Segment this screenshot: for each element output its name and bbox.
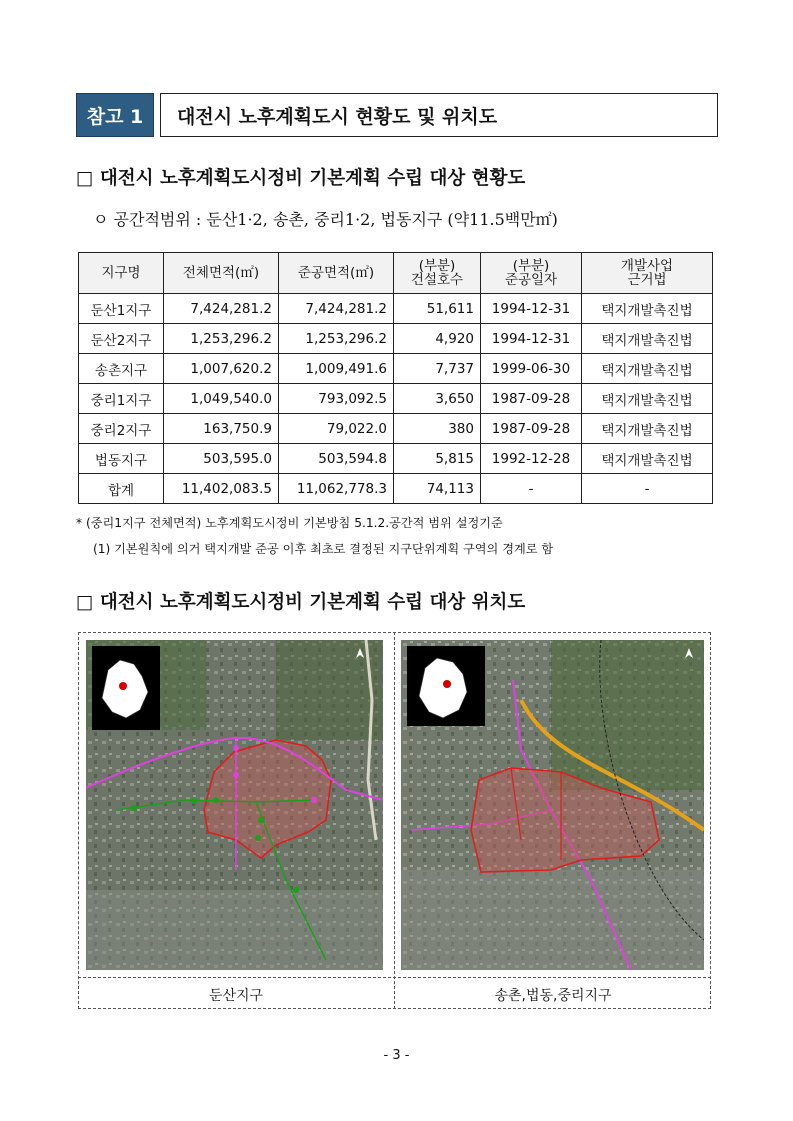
col-header: 전체면적(㎡)	[164, 253, 279, 294]
table-cell: 1994-12-31	[481, 294, 582, 324]
table-cell: 택지개발촉진법	[582, 414, 713, 444]
table-cell: 1987-09-28	[481, 384, 582, 414]
page-number: - 3 -	[383, 1048, 410, 1063]
table-cell: 793,092.5	[279, 384, 394, 414]
table-cell: 1,253,296.2	[164, 324, 279, 354]
map-caption-right: 송촌,법동,중리지구	[494, 988, 612, 1004]
table-cell: 163,750.9	[164, 414, 279, 444]
table-row	[79, 444, 713, 474]
table-cell: 택지개발촉진법	[582, 324, 713, 354]
col-header	[394, 253, 481, 294]
table-row	[79, 414, 713, 444]
table-row	[79, 354, 713, 384]
map-divider	[394, 632, 395, 1009]
col-header-line2: 근거법	[627, 272, 667, 288]
table-row	[79, 384, 713, 414]
footnote-detail: (1) 기본원칙에 의거 택지개발 준공 이후 최초로 결정된 지구단위계획 구역의 경계로 함	[93, 542, 554, 556]
col-header-line1: (부분)	[418, 257, 456, 274]
table-cell: 11,402,083.5	[164, 474, 279, 504]
table-cell: 송촌지구	[79, 354, 164, 384]
page-title: 대전시 노후계획도시 현황도 및 위치도	[160, 93, 718, 137]
table-cell: 503,594.8	[279, 444, 394, 474]
table-header-row	[79, 253, 713, 294]
table-cell: 택지개발촉진법	[582, 444, 713, 474]
col-header-line1: 개발사업	[620, 257, 674, 274]
table-cell: 503,595.0	[164, 444, 279, 474]
table-cell: 중리1지구	[79, 384, 164, 414]
table-cell: 1992-12-28	[481, 444, 582, 474]
table-cell: 5,815	[394, 444, 481, 474]
table-cell: 4,920	[394, 324, 481, 354]
col-header: 준공면적(㎡)	[279, 253, 394, 294]
table-cell: 3,650	[394, 384, 481, 414]
table-cell: 51,611	[394, 294, 481, 324]
col-header-line2: 건설호수	[410, 272, 464, 288]
table-cell: 79,022.0	[279, 414, 394, 444]
table-cell: 1,049,540.0	[164, 384, 279, 414]
table-cell: 11,062,778.3	[279, 474, 394, 504]
table-row	[79, 474, 713, 504]
map-songchon-beopdong-jungri	[401, 640, 704, 970]
section-heading-status: □ 대전시 노후계획도시정비 기본계획 수립 대상 현황도	[76, 168, 526, 189]
table-cell: 380	[394, 414, 481, 444]
col-header-line1: (부분)	[512, 257, 550, 274]
col-header-line2: 준공일자	[504, 272, 558, 288]
table-cell: 7,424,281.2	[164, 294, 279, 324]
table-cell: 74,113	[394, 474, 481, 504]
table-cell: -	[481, 474, 582, 504]
table-cell: 택지개발촉진법	[582, 354, 713, 384]
table-cell: 7,424,281.2	[279, 294, 394, 324]
map-dunsan	[86, 640, 383, 970]
district-table	[78, 252, 713, 504]
table-cell: 1,009,491.6	[279, 354, 394, 384]
table-cell: 법동지구	[79, 444, 164, 474]
map-caption-left: 둔산지구	[208, 988, 264, 1004]
table-cell: 둔산1지구	[79, 294, 164, 324]
table-cell: 1987-09-28	[481, 414, 582, 444]
caption-divider	[78, 977, 711, 978]
table-cell: 1,007,620.2	[164, 354, 279, 384]
table-cell: 택지개발촉진법	[582, 384, 713, 414]
spatial-scope: ㅇ 공간적범위 : 둔산1·2, 송촌, 중리1·2, 법동지구 (약11.5백만㎡)	[93, 210, 558, 229]
table-cell: -	[582, 474, 713, 504]
reference-tag: 참고 1	[76, 93, 154, 137]
col-header	[582, 253, 713, 294]
table-cell: 1,253,296.2	[279, 324, 394, 354]
aerial-map-songchon	[401, 640, 704, 970]
table-cell: 1999-06-30	[481, 354, 582, 384]
table-row	[79, 324, 713, 354]
table-cell: 1994-12-31	[481, 324, 582, 354]
table-cell: 둔산2지구	[79, 324, 164, 354]
table-row	[79, 294, 713, 324]
table-cell: 중리2지구	[79, 414, 164, 444]
table-cell: 택지개발촉진법	[582, 294, 713, 324]
col-header: 지구명	[79, 253, 164, 294]
footnote: * (중리1지구 전체면적) 노후계획도시정비 기본방침 5.1.2.공간적 범위 설정기준	[76, 516, 503, 530]
col-header	[481, 253, 582, 294]
table-cell: 7,737	[394, 354, 481, 384]
aerial-map-dunsan	[86, 640, 383, 970]
section-heading-location: □ 대전시 노후계획도시정비 기본계획 수립 대상 위치도	[76, 592, 526, 613]
table-cell: 합계	[79, 474, 164, 504]
